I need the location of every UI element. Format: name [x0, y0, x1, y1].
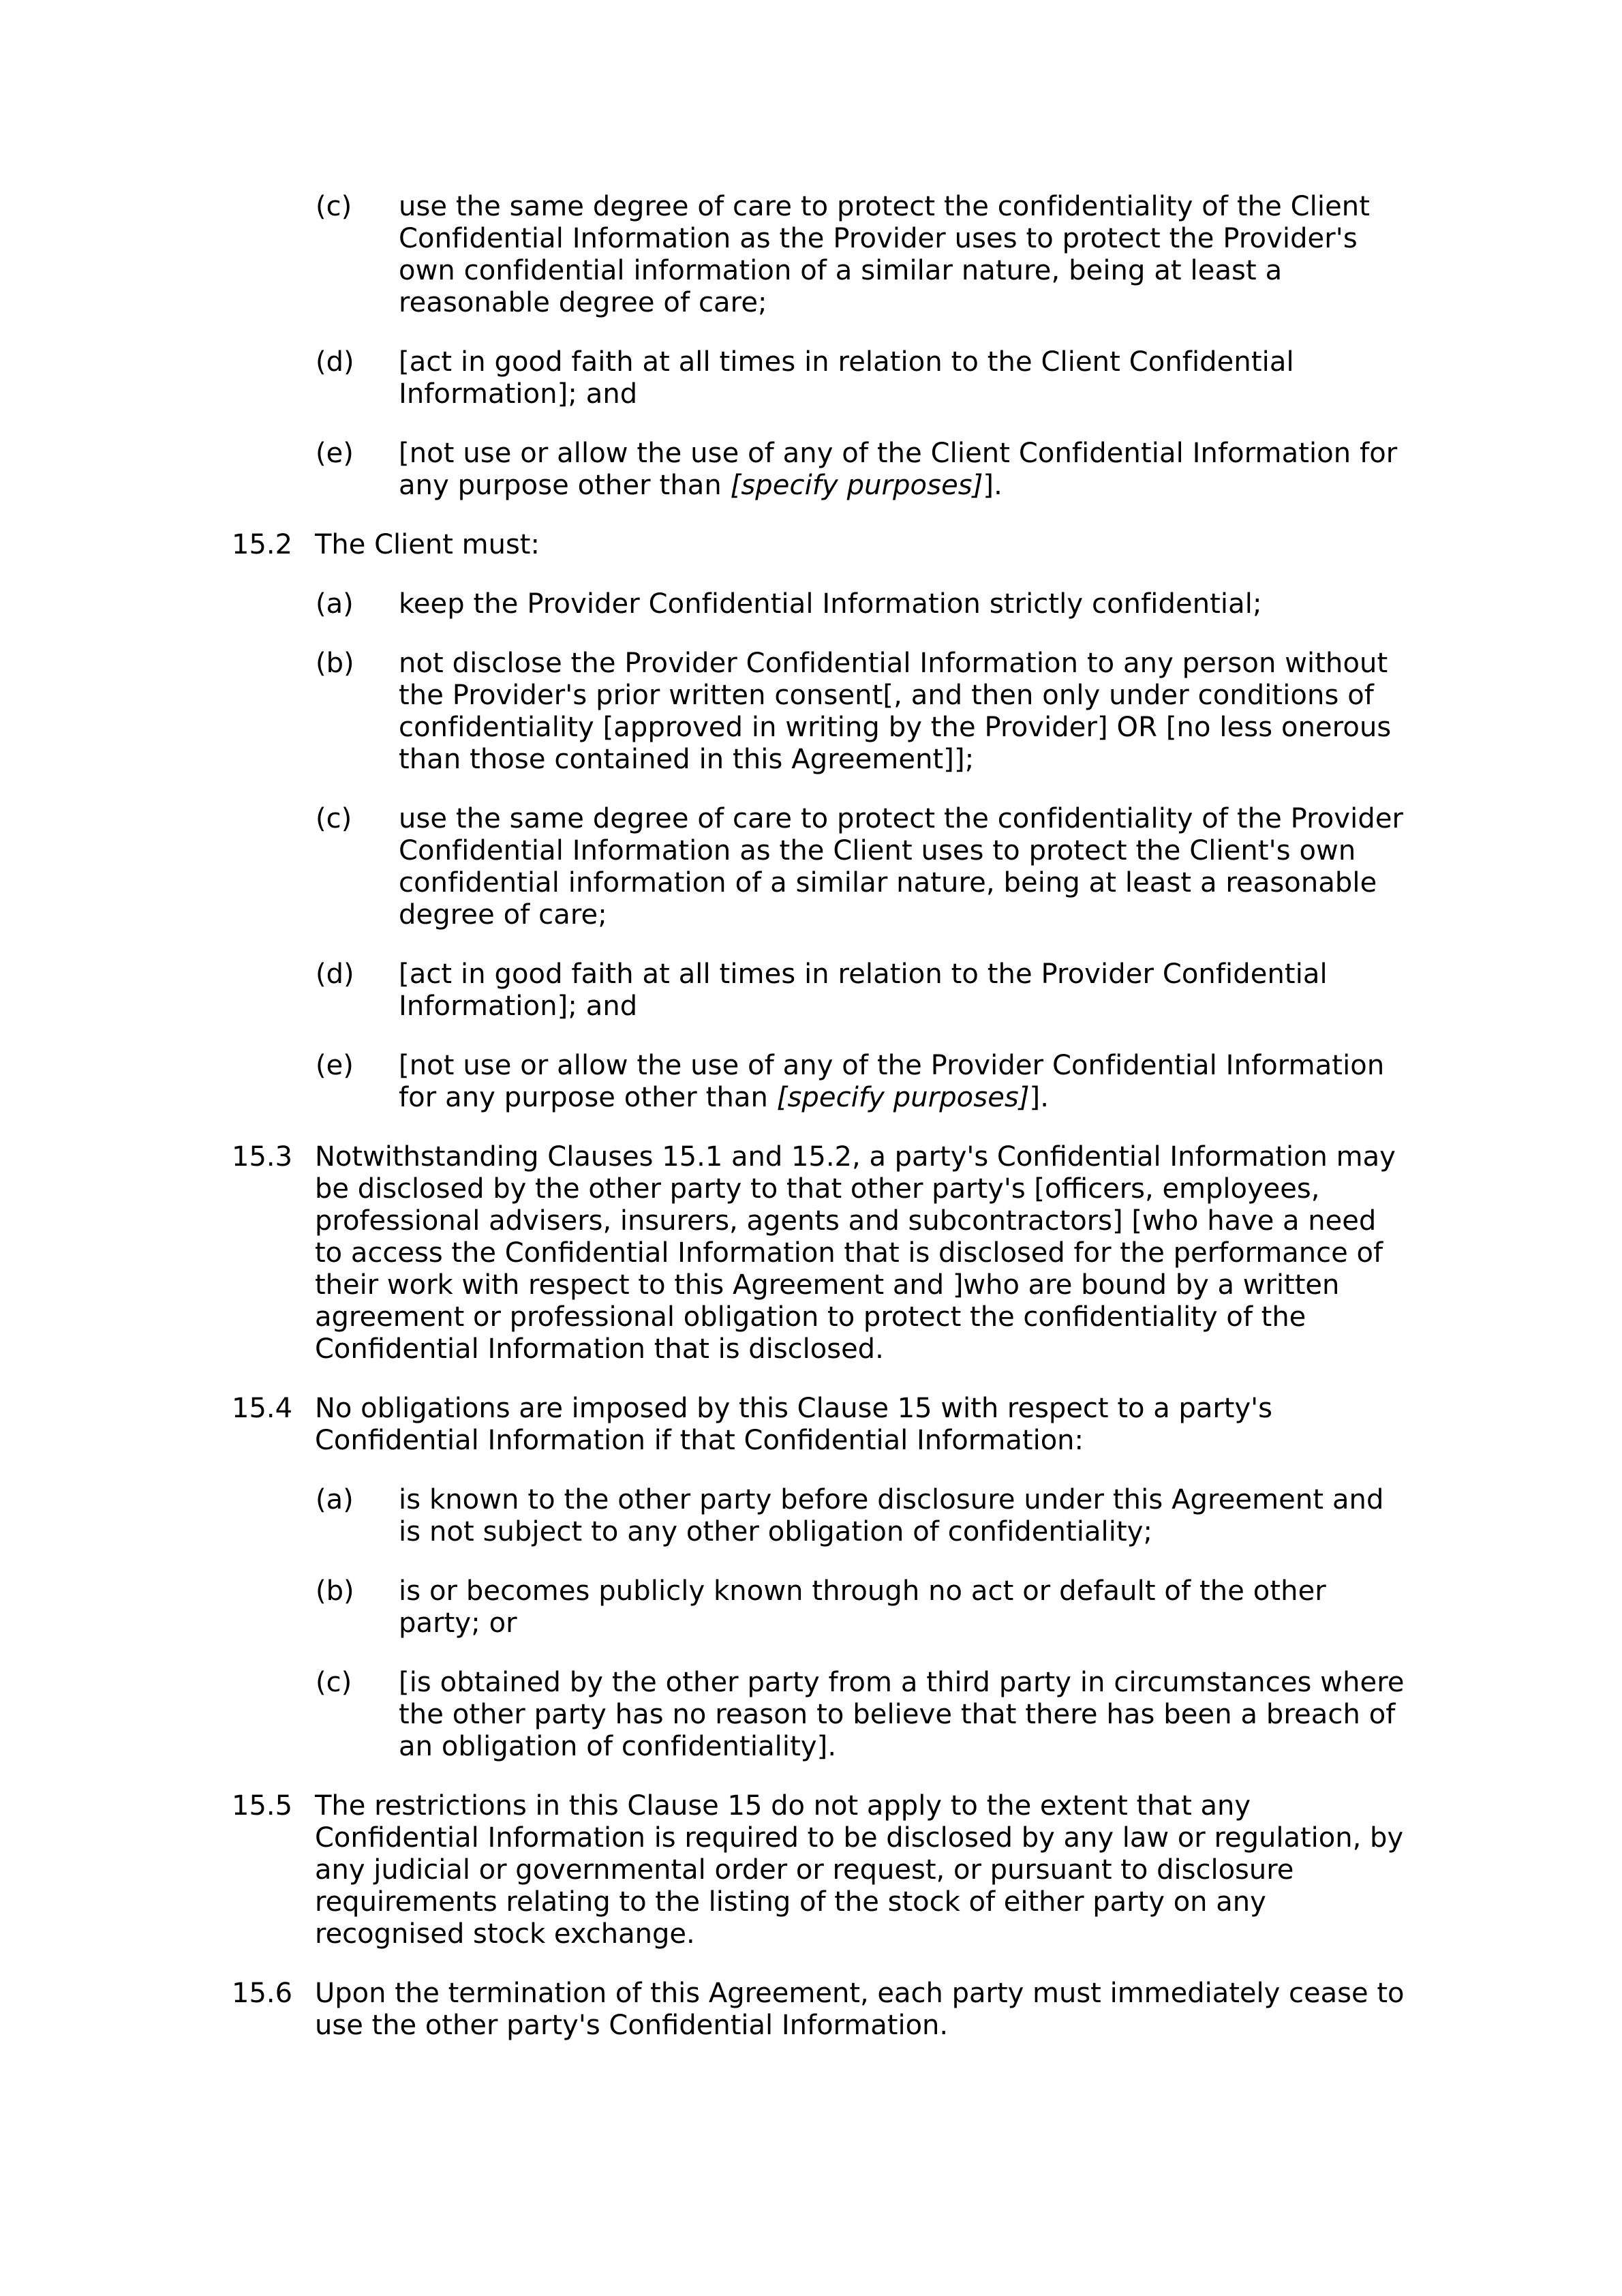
- subclause-number: (a): [316, 588, 354, 620]
- clause-15-6: [232, 1978, 1411, 2042]
- clause-15-4: [232, 1393, 1411, 1457]
- subclause-text: use the same degree of care to protect the confidentiality of the Provider Confidential Information as the Client uses to protect the Client's own confidential information of a similar nature, being at least a reasonable degree of care;: [399, 803, 1404, 931]
- clause-number: 15.2: [232, 529, 293, 560]
- subclause-text: is known to the other party before disclosure under this Agreement and is not subject to any other obligation of confidentiality;: [399, 1484, 1384, 1547]
- subclause-15-4-a: [232, 1484, 1411, 1548]
- subclause-text-part: [not use or allow the use of any of the Provider Confidential Information for any purpose other than: [399, 1050, 1385, 1113]
- document-body: [232, 191, 1411, 2069]
- clause-number: 15.3: [232, 1141, 293, 1173]
- subclause-text: [act in good faith at all times in relation to the Client Confidential Information]; and: [399, 346, 1294, 410]
- subclause-number: (a): [316, 1484, 354, 1515]
- clause-text: Upon the termination of this Agreement, each party must immediately cease to use the other party's Confidential Information.: [315, 1978, 1405, 2041]
- subclause-text-part: [not use or allow the use of any of the Client Confidential Information for any purpose other than: [399, 438, 1398, 501]
- clause-number: 15.4: [232, 1393, 293, 1424]
- subclause-number: (b): [316, 1575, 354, 1607]
- subclause-number: (e): [316, 1050, 354, 1081]
- subclause-text: keep the Provider Confidential Information strictly confidential;: [399, 588, 1262, 620]
- subclause-text: not disclose the Provider Confidential Information to any person without the Provider's prior written consent[, and then only under conditions of confidentiality [approved in writing by the Provider] OR [no less onerous than those contained in this Agreement]];: [399, 648, 1392, 775]
- placeholder-text: [specify purposes]: [776, 1082, 1030, 1113]
- clause-15-3: [232, 1141, 1411, 1365]
- subclause-text: [399, 1050, 1411, 1114]
- subclause-15-2-e: [232, 1050, 1411, 1114]
- subclause-number: (b): [316, 648, 354, 679]
- clause-15-2: [232, 529, 1411, 561]
- subclause-15-2-b: [232, 648, 1411, 776]
- clause-15-5: [232, 1790, 1411, 1950]
- clause-text: The restrictions in this Clause 15 do not apply to the extent that any Confidential Information is required to be disclosed by any law or regulation, by any judicial or governmental order or request, or pursuant to disclosure requirements relating to the listing of the stock of either party on any recognised stock exchange.: [315, 1790, 1404, 1950]
- subclause-15-1-d: [232, 346, 1411, 410]
- subclause-15-4-c: [232, 1667, 1411, 1763]
- subclause-number: (c): [316, 191, 352, 222]
- subclause-15-2-d: [232, 958, 1411, 1023]
- subclause-text: [act in good faith at all times in relation to the Provider Confidential Information]; and: [399, 958, 1328, 1022]
- subclause-text: use the same degree of care to protect the confidentiality of the Client Confidential Information as the Provider uses to protect the Provider's own confidential information of a similar nature, being at least a reasonable degree of care;: [399, 191, 1371, 318]
- subclause-15-1-e: [232, 438, 1411, 502]
- subclause-15-2-a: [232, 588, 1411, 620]
- subclause-number: (d): [316, 958, 354, 990]
- subclause-text: is or becomes publicly known through no act or default of the other party; or: [399, 1575, 1326, 1639]
- subclause-text: [399, 438, 1411, 502]
- clause-text: The Client must:: [315, 529, 540, 560]
- subclause-15-2-c: [232, 803, 1411, 931]
- subclause-15-1-c: [232, 191, 1411, 319]
- subclause-text-part: ].: [1029, 1082, 1050, 1113]
- subclause-text: [is obtained by the other party from a third party in circumstances where the other party has no reason to believe that there has been a breach of an obligation of confidentiality].: [399, 1667, 1405, 1762]
- clause-number: 15.5: [232, 1790, 293, 1822]
- subclause-number: (c): [316, 1667, 352, 1698]
- subclause-number: (d): [316, 346, 354, 378]
- placeholder-text: [specify purposes]: [730, 470, 983, 501]
- subclause-number: (e): [316, 438, 354, 469]
- subclause-15-4-b: [232, 1575, 1411, 1640]
- clause-number: 15.6: [232, 1978, 293, 2009]
- subclause-text-part: ].: [983, 470, 1003, 501]
- clause-text: No obligations are imposed by this Clause 15 with respect to a party's Confidential Information if that Confidential Information:: [315, 1393, 1272, 1456]
- subclause-number: (c): [316, 803, 352, 834]
- clause-text: Notwithstanding Clauses 15.1 and 15.2, a party's Confidential Information may be disclosed by the other party to that other party's [officers, employees, professional advisers, insurers, agents and subcontractors] [who have a need to access the Confidential Information that is disclosed for the performance of their work with respect to this Agreement and ]who are bound by a written agreement or professional obligation to protect the confidentiality of the Confidential Information that is disclosed.: [315, 1141, 1396, 1365]
